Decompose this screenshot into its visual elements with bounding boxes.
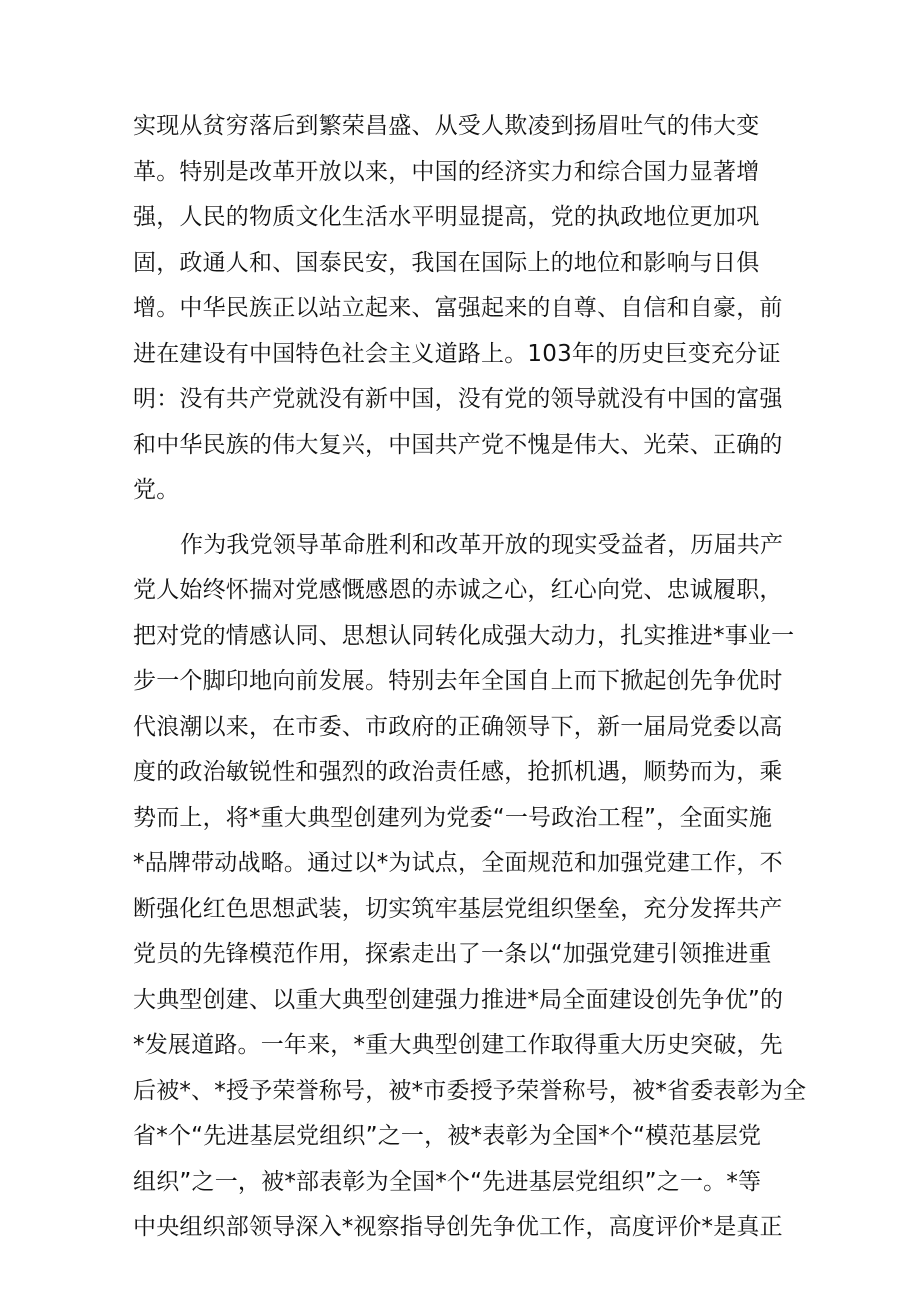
text-line-indented: 作为我党领导革命胜利和改革开放的现实受益者，历届共产 bbox=[180, 531, 784, 558]
text-line: 和中华民族的伟大复兴，中国共产党不愧是伟大、光荣、正确的 bbox=[133, 431, 783, 458]
text-line: 势而上，将*重大典型创建列为党委“一号政治工程”，全面实施 bbox=[133, 804, 773, 831]
text-line: 代浪潮以来，在市委、市政府的正确领导下，新一届局党委以高 bbox=[133, 713, 783, 740]
text-line: 后被*、*授予荣誉称号，被*市委授予荣誉称号，被*省委表彰为全 bbox=[133, 1077, 807, 1104]
text-line: 大典型创建、以重大典型创建强力推进*局全面建设创先争优”的 bbox=[133, 986, 784, 1013]
text-line: *品牌带动战略。通过以*为试点，全面规范和加强党建工作，不 bbox=[133, 850, 783, 876]
text-line: 增。中华民族正以站立起来、富强起来的自尊、自信和自豪，前 bbox=[133, 295, 783, 321]
text-line: 组织”之一，被*部表彰为全国*个“先进基层党组织”之一。*等 bbox=[133, 1168, 762, 1195]
text-line: 明：没有共产党就没有新中国，没有党的领导就没有中国的富强 bbox=[133, 386, 783, 412]
text-line: 实现从贫穷落后到繁荣昌盛、从受人欺凌到扬眉吐气的伟大变 bbox=[133, 113, 760, 139]
paragraph-2 bbox=[133, 523, 807, 1251]
document-body bbox=[133, 104, 807, 1251]
text-line: 进在建设有中国特色社会主义道路上。103年的历史巨变充分证 bbox=[133, 340, 781, 367]
text-line: 断强化红色思想武装，切实筑牢基层党组织堡垒，充分发挥共产 bbox=[133, 895, 783, 922]
paragraph-spacer bbox=[133, 514, 793, 523]
text-line: 步一个脚印地向前发展。特别去年全国自上而下掀起创先争优时 bbox=[133, 668, 783, 694]
text-line: 固，政通人和、国泰民安，我国在国际上的地位和影响与日俱 bbox=[133, 249, 760, 276]
text-line: 党人始终怀揣对党感慨感恩的赤诚之心，红心向党、忠诚履职， bbox=[133, 577, 783, 603]
text-line: 党。 bbox=[133, 477, 180, 503]
text-line: 度的政治敏锐性和强烈的政治责任感，抢抓机遇，顺势而为，乘 bbox=[133, 759, 783, 785]
text-line: 革。特别是改革开放以来，中国的经济实力和综合国力显著增 bbox=[133, 158, 760, 185]
text-line: 中央组织部领导深入*视察指导创先争优工作，高度评价*是真正 bbox=[133, 1214, 783, 1240]
paragraph-1 bbox=[133, 104, 793, 514]
text-line: 强，人民的物质文化生活水平明显提高，党的执政地位更加巩 bbox=[133, 204, 760, 230]
text-line: 党员的先锋模范作用，探索走出了一条以“加强党建引领推进重 bbox=[133, 941, 772, 967]
text-line: 把对党的情感认同、思想认同转化成强大动力，扎实推进*事业一 bbox=[133, 622, 795, 649]
text-line: 省*个“先进基层党组织”之一，被*表彰为全国*个“模范基层党 bbox=[133, 1123, 762, 1149]
text-line: *发展道路。一年来，*重大典型创建工作取得重大历史突破，先 bbox=[133, 1032, 783, 1058]
